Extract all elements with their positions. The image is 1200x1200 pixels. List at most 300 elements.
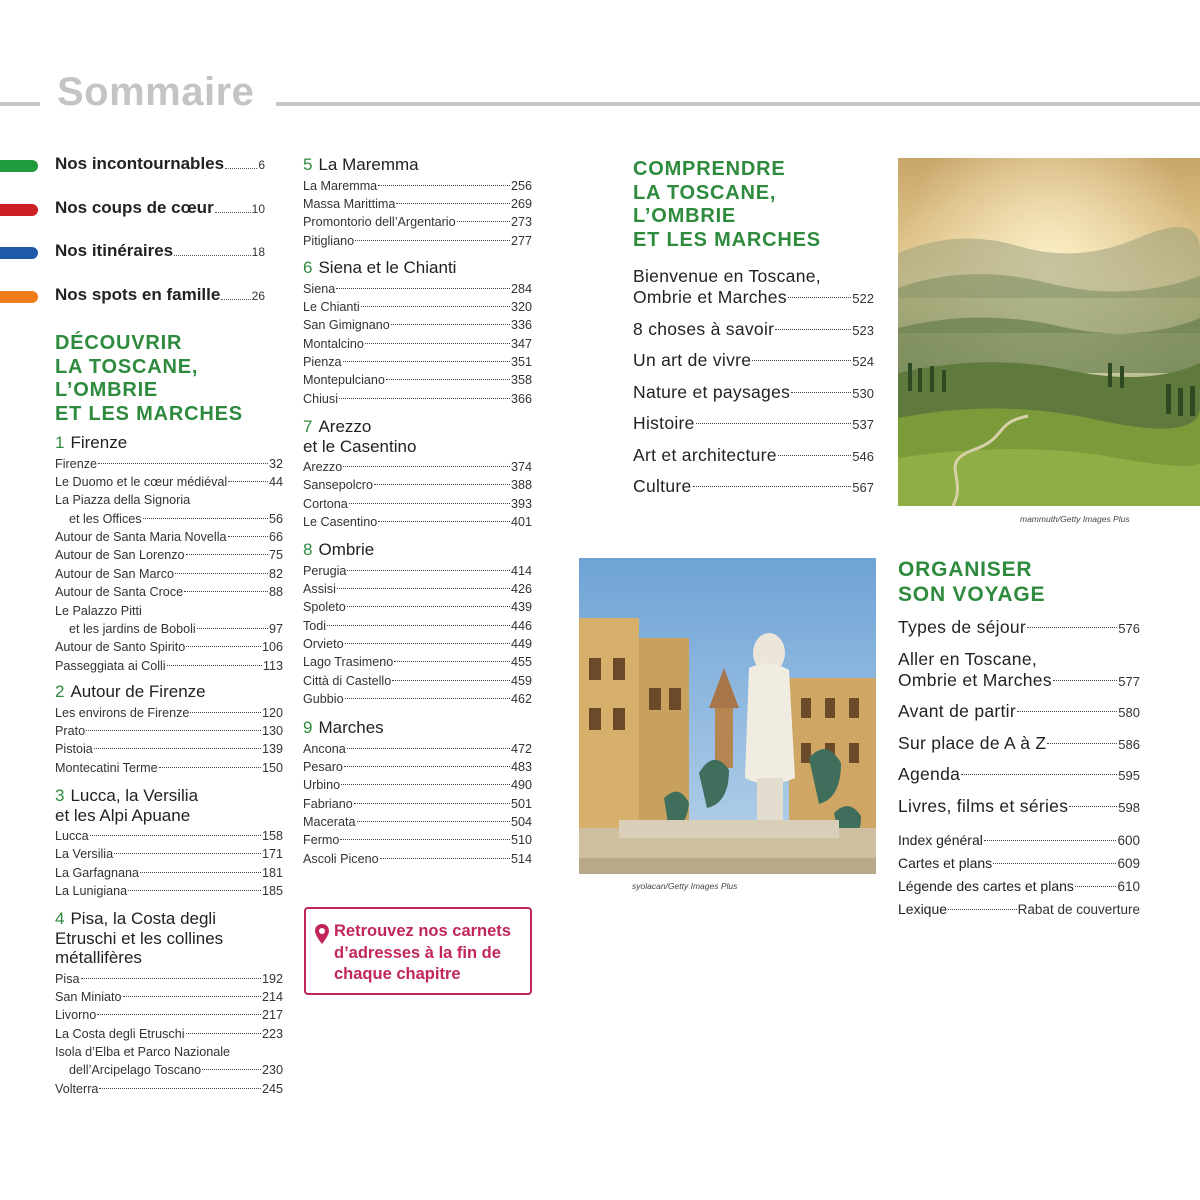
heading-line: ORGANISER: [898, 558, 1033, 581]
toc-entry[interactable]: [303, 672, 532, 690]
chapter-title-line: et les Alpi Apuane: [55, 805, 191, 825]
dot-leader: [378, 518, 510, 522]
toc-entry-label: Prato: [55, 723, 86, 738]
title-rule-right: [276, 102, 1200, 106]
color-tab-icon: [0, 204, 38, 216]
dot-leader: [391, 321, 510, 325]
dot-leader: [186, 643, 261, 647]
toc-entry-label: Ancona: [303, 741, 346, 756]
toc-entry[interactable]: [303, 371, 532, 389]
page-number: 546: [852, 448, 874, 464]
toc-entry[interactable]: [55, 455, 283, 473]
toc-entry-label: Histoire: [633, 413, 695, 433]
chapter-title-line: Siena et le Chianti: [318, 258, 457, 277]
dot-leader: [186, 1030, 261, 1034]
page-number: 192: [261, 971, 283, 986]
toc-entry-label: Assisi: [303, 581, 336, 596]
page-number: 10: [251, 202, 265, 216]
page-number: 336: [510, 318, 532, 333]
toc-entry[interactable]: [303, 177, 532, 195]
page-number: 388: [510, 478, 532, 493]
toc-entry[interactable]: [303, 280, 532, 298]
chapter-number: 8: [303, 540, 313, 559]
page-number: 56: [268, 511, 283, 526]
toc-entry[interactable]: [55, 546, 283, 564]
toc-entry-label: Perugia: [303, 563, 347, 578]
toc-entry-label: Città di Castello: [303, 673, 392, 688]
toc-entry-label: Spoleto: [303, 600, 346, 615]
page-number: 510: [510, 833, 532, 848]
page-number: Rabat de couverture: [1017, 902, 1140, 917]
chapter-title[interactable]: [303, 258, 532, 278]
page-number: 567: [852, 480, 874, 495]
dot-leader: [361, 303, 510, 307]
page-number: 273: [510, 215, 532, 230]
page-number: 459: [510, 673, 532, 688]
toc-entry[interactable]: [303, 758, 532, 776]
toc-entry[interactable]: [633, 476, 874, 497]
toc-entry-label: Autour de Santa Maria Novella: [55, 530, 227, 545]
page-number: 88: [268, 585, 283, 600]
dot-leader: [1017, 708, 1117, 712]
toc-entry[interactable]: [898, 733, 1140, 754]
chapter-title[interactable]: [55, 433, 283, 453]
page-number: 113: [262, 658, 283, 673]
toc-entry-label: Gubbio: [303, 692, 344, 707]
fountain-photo-credit: syolacan/Getty Images Plus: [632, 881, 738, 891]
toc-entry-label: Ombrie et Marches: [633, 287, 787, 307]
toc-entry-label: Autour de Santo Spirito: [55, 640, 186, 655]
toc-entry[interactable]: [55, 1025, 283, 1043]
toc-entry[interactable]: [55, 759, 283, 777]
dot-leader: [99, 1085, 261, 1089]
page-number: 449: [510, 637, 532, 652]
toc-entry[interactable]: [303, 795, 532, 813]
comprendre-list: [633, 266, 874, 508]
toc-entry[interactable]: [303, 653, 532, 671]
toc-entry[interactable]: [303, 495, 532, 513]
toc-entry[interactable]: [633, 445, 874, 466]
page-number: 600: [1117, 833, 1140, 848]
page-number: 6: [258, 158, 265, 172]
highlight-item[interactable]: [0, 285, 265, 309]
toc-entry[interactable]: [633, 319, 874, 340]
toc-entry[interactable]: [55, 970, 283, 988]
chapter-title[interactable]: [55, 682, 283, 702]
toc-entry-label: Volterra: [55, 1081, 99, 1096]
dot-leader: [1075, 883, 1117, 887]
page-number: 490: [510, 778, 532, 793]
page-number: 501: [510, 796, 532, 811]
color-tab-icon: [0, 291, 38, 303]
toc-entry-label: Art et architecture: [633, 444, 777, 465]
toc-entry-label: Chiusi: [303, 391, 338, 406]
chapter-number: 2: [55, 682, 65, 701]
toc-entry[interactable]: [55, 528, 283, 546]
toc-entry-label: Le Chianti: [303, 299, 360, 314]
toc-entry[interactable]: [303, 776, 532, 794]
page-number: 150: [261, 760, 283, 775]
page-number: 598: [1118, 799, 1140, 815]
dot-leader: [202, 1066, 261, 1070]
toc-entry-label: Culture: [633, 476, 692, 496]
toc-entry[interactable]: [303, 390, 532, 408]
page-number: 595: [1118, 768, 1140, 783]
page-number: 320: [510, 299, 532, 314]
toc-entry[interactable]: [303, 580, 532, 598]
title-rule-left: [0, 102, 40, 106]
page-number: 426: [510, 581, 532, 596]
toc-entry[interactable]: [55, 722, 283, 740]
page-number: 537: [852, 417, 874, 432]
dot-leader: [347, 745, 510, 749]
highlight-label: Nos incontournables: [55, 154, 225, 173]
toc-entry[interactable]: [55, 988, 283, 1006]
toc-entry-label: et les Offices: [69, 511, 142, 526]
dot-leader: [365, 340, 510, 344]
highlight-label: Nos coups de cœur: [55, 198, 214, 217]
toc-entry-first-line: Bienvenue en Toscane,: [633, 266, 821, 286]
dot-leader: [374, 481, 510, 485]
dot-leader: [392, 677, 510, 681]
toc-entry[interactable]: [633, 266, 874, 308]
toc-entry[interactable]: [303, 213, 532, 231]
dot-leader: [349, 500, 510, 504]
toc-entry[interactable]: [303, 740, 532, 758]
dot-leader: [90, 832, 261, 836]
dot-leader: [778, 452, 851, 456]
dot-leader: [343, 358, 510, 362]
dot-leader: [1069, 803, 1117, 807]
page-number: 374: [510, 460, 532, 474]
dot-leader: [337, 585, 510, 589]
dot-leader: [378, 182, 510, 186]
toc-entry[interactable]: [303, 298, 532, 316]
dot-leader: [386, 376, 510, 380]
toc-entry-first-line: La Piazza della Signoria: [55, 493, 191, 508]
toc-entry-label: Cartes et plans: [898, 855, 993, 871]
page-number: 18: [251, 245, 265, 259]
chapter-title[interactable]: [303, 417, 532, 456]
toc-entry[interactable]: [55, 1043, 283, 1080]
page-number: 217: [261, 1008, 283, 1023]
landscape-photo-credit: mammuth/Getty Images Plus: [1020, 514, 1130, 524]
highlight-item[interactable]: [0, 198, 265, 222]
toc-entry[interactable]: [303, 813, 532, 831]
toc-entry-label: Fabriano: [303, 796, 353, 811]
chapter-title[interactable]: [55, 786, 283, 825]
toc-entry-label: Pistoia: [55, 742, 93, 757]
location-pin-icon: [314, 923, 330, 950]
toc-entry-first-line: Le Palazzo Pitti: [55, 603, 142, 618]
toc-entry[interactable]: [55, 602, 283, 639]
chapter-title-line: Marches: [318, 718, 384, 737]
page-number: 586: [1118, 736, 1140, 752]
page-number: 577: [1118, 673, 1140, 689]
toc-entry[interactable]: [303, 195, 532, 213]
toc-entry[interactable]: [55, 638, 283, 656]
toc-entry[interactable]: [55, 491, 283, 528]
chapter-title-line: Firenze: [70, 433, 128, 452]
chapter-number: 7: [303, 417, 313, 436]
heading-line: LA TOSCANE,: [55, 355, 199, 378]
toc-entry[interactable]: [898, 649, 1140, 691]
page-number: 522: [852, 291, 874, 306]
toc-entry[interactable]: [303, 562, 532, 580]
toc-entry-label: Avant de partir: [898, 701, 1016, 721]
chapter-title-line: Lucca, la Versilia: [70, 786, 199, 805]
page-number: 580: [1118, 705, 1140, 720]
dot-leader: [159, 764, 261, 768]
dot-leader: [336, 285, 510, 289]
dot-leader: [225, 165, 257, 169]
heading-line: ET LES MARCHES: [633, 228, 821, 251]
toc-entry-label: Légende des cartes et plans: [898, 878, 1074, 894]
heading-line: LA TOSCANE,: [633, 181, 777, 204]
page-number: 523: [852, 322, 874, 338]
toc-entry[interactable]: [898, 829, 1140, 852]
chapter-title-line: La Maremma: [318, 155, 419, 174]
toc-entry-label: Orvieto: [303, 637, 344, 652]
toc-entry-label: Macerata: [303, 815, 356, 830]
toc-entry-label: Lexique: [898, 901, 948, 917]
dot-leader: [128, 887, 261, 891]
dot-leader: [94, 745, 261, 749]
chapter-number: 9: [303, 718, 313, 737]
toc-entry[interactable]: [898, 764, 1140, 785]
page-number: 462: [510, 692, 532, 707]
toc-entry[interactable]: [633, 350, 874, 371]
toc-entry[interactable]: [898, 617, 1140, 638]
page-number: 106: [261, 640, 283, 655]
dot-leader: [140, 869, 261, 873]
dot-leader: [380, 855, 510, 859]
highlight-item[interactable]: [0, 241, 265, 265]
chapter-number: 3: [55, 786, 65, 805]
toc-entry[interactable]: [55, 473, 283, 491]
color-tab-icon: [0, 160, 38, 172]
dot-leader: [228, 478, 268, 482]
chapter-6: [303, 258, 532, 408]
chapter-9: [303, 718, 532, 868]
page-number: 439: [510, 600, 532, 615]
toc-entry[interactable]: [55, 1006, 283, 1024]
page-number: 284: [510, 281, 532, 296]
dot-leader: [344, 763, 510, 767]
toc-entry-label: 8 choses à savoir: [633, 318, 775, 339]
dot-leader: [396, 200, 510, 204]
toc-entry-label: Pitigliano: [303, 233, 355, 248]
toc-entry[interactable]: [898, 875, 1140, 898]
page-number: 158: [261, 829, 283, 843]
toc-entry[interactable]: [303, 690, 532, 708]
organiser-small-list: [898, 829, 1140, 921]
dot-leader: [345, 640, 510, 644]
toc-entry[interactable]: [898, 701, 1140, 722]
dot-leader: [340, 836, 510, 840]
dot-leader: [948, 906, 1017, 910]
dot-leader: [343, 463, 510, 467]
toc-entry[interactable]: [55, 882, 283, 900]
toc-entry-label: Pienza: [303, 355, 342, 370]
chapter-title[interactable]: [303, 155, 532, 175]
toc-entry-label: Autour de San Marco: [55, 566, 175, 581]
dot-leader: [339, 395, 510, 399]
dot-leader: [221, 296, 250, 300]
page-number: 609: [1117, 856, 1140, 871]
dot-leader: [190, 709, 261, 713]
toc-entry-label: Les environs de Firenze: [55, 705, 190, 720]
dot-leader: [752, 357, 851, 361]
toc-entry-label: Ombrie et Marches: [898, 669, 1052, 690]
toc-entry[interactable]: [633, 413, 874, 434]
dot-leader: [228, 533, 268, 537]
toc-entry-first-line: Isola d’Elba et Parco Nazionale: [55, 1045, 231, 1060]
toc-entry-label: Passeggiata ai Colli: [55, 658, 166, 673]
page-number: 26: [251, 289, 265, 303]
toc-entry[interactable]: [55, 565, 283, 583]
page-number: 120: [261, 705, 283, 720]
page-number: 75: [268, 548, 283, 563]
toc-entry-label: Fermo: [303, 833, 340, 848]
chapter-3: [55, 786, 283, 901]
toc-entry[interactable]: [303, 831, 532, 849]
highlight-item[interactable]: [0, 154, 265, 178]
callout-text: Retrouvez nos carnets d’adresses à la fin de chaque chapitre: [334, 922, 511, 983]
dot-leader: [354, 800, 510, 804]
toc-entry-label: La Maremma: [303, 178, 378, 193]
page-number: 358: [510, 373, 532, 388]
toc-entry[interactable]: [55, 864, 283, 882]
dot-leader: [98, 460, 268, 464]
dot-leader: [175, 570, 268, 574]
chapter-2: [55, 682, 283, 777]
dot-leader: [123, 993, 261, 997]
heading-line: ET LES MARCHES: [55, 402, 243, 425]
toc-entry[interactable]: [303, 232, 532, 250]
page-number: 610: [1117, 879, 1140, 894]
dot-leader: [984, 837, 1117, 841]
toc-entry-label: Livorno: [55, 1008, 97, 1023]
toc-entry[interactable]: [303, 617, 532, 635]
section-heading-comprendre: [633, 158, 821, 252]
chapter-title[interactable]: [303, 718, 532, 738]
dot-leader: [1027, 624, 1117, 628]
toc-entry-label: Sur place de A à Z: [898, 732, 1047, 753]
chapter-title[interactable]: [55, 909, 283, 968]
dot-leader: [186, 551, 268, 555]
chapter-title-line: et le Casentino: [303, 436, 417, 456]
toc-entry[interactable]: [303, 316, 532, 334]
toc-entry-label: La Costa degli Etruschi: [55, 1026, 185, 1041]
page-number: 139: [261, 742, 283, 757]
page-number: 366: [510, 391, 532, 406]
color-tab-icon: [0, 247, 38, 259]
chapter-title[interactable]: [303, 540, 532, 560]
chapter-title-line: métallifères: [55, 948, 142, 967]
dot-leader: [81, 975, 261, 979]
toc-entry-label: Autour de Santa Croce: [55, 585, 184, 600]
heading-line: SON VOYAGE: [898, 583, 1046, 606]
toc-entry[interactable]: [55, 827, 283, 845]
toc-entry-label: Autour de San Lorenzo: [55, 548, 185, 563]
page-number: 351: [510, 355, 532, 370]
toc-entry-label: Ascoli Piceno: [303, 851, 379, 866]
toc-entry[interactable]: [55, 583, 283, 601]
dot-leader: [347, 603, 510, 607]
dot-leader: [143, 515, 268, 519]
dot-leader: [394, 658, 510, 662]
page-number: 82: [268, 566, 283, 581]
heading-line: DÉCOUVRIR: [55, 332, 183, 354]
toc-entry[interactable]: [898, 898, 1140, 921]
toc-entry[interactable]: [633, 382, 874, 403]
page-number: 530: [852, 385, 874, 401]
toc-entry-label: La Garfagnana: [55, 865, 140, 880]
page-number: 256: [510, 178, 532, 193]
section-heading-decouvrir: [55, 332, 243, 426]
toc-entry[interactable]: [303, 458, 532, 476]
organiser-list: [898, 617, 1140, 827]
page-number: 414: [510, 563, 532, 578]
toc-entry-label: Montecatini Terme: [55, 760, 158, 775]
toc-entry[interactable]: [303, 598, 532, 616]
toc-entry-label: Index général: [898, 832, 983, 848]
chapter-title-line: Autour de Firenze: [70, 682, 206, 701]
highlight-label: Nos itinéraires: [55, 241, 174, 260]
toc-entry-first-line: Aller en Toscane,: [898, 648, 1038, 669]
toc-entry-label: Urbino: [303, 778, 341, 793]
toc-entry-label: Todi: [303, 618, 327, 633]
page-number: 171: [261, 847, 283, 862]
dot-leader: [693, 483, 852, 487]
toc-entry-label: Promontorio dell’Argentario: [303, 215, 456, 230]
page-number: 472: [510, 741, 532, 756]
page-number: 269: [510, 196, 532, 211]
chapter-number: 6: [303, 258, 313, 277]
heading-line: COMPRENDRE: [633, 158, 786, 180]
page-number: 483: [510, 759, 532, 774]
toc-entry[interactable]: [303, 476, 532, 494]
toc-entry-label: Firenze: [55, 456, 97, 471]
toc-entry[interactable]: [55, 1080, 283, 1098]
toc-entry[interactable]: [55, 740, 283, 758]
toc-entry[interactable]: [55, 845, 283, 863]
toc-entry[interactable]: [55, 704, 283, 722]
toc-entry[interactable]: [303, 513, 532, 531]
dot-leader: [114, 850, 261, 854]
toc-entry[interactable]: [303, 635, 532, 653]
toc-entry[interactable]: [898, 852, 1140, 875]
toc-entry[interactable]: [303, 850, 532, 868]
toc-entry[interactable]: [303, 353, 532, 371]
neptune-fountain-photo: [579, 558, 876, 874]
chapter-5: [303, 155, 532, 250]
page-number: 245: [261, 1081, 283, 1096]
dot-leader: [347, 567, 510, 571]
toc-entry-label: Montalcino: [303, 336, 364, 351]
toc-entry-label: Le Casentino: [303, 515, 378, 530]
chapter-4: [55, 909, 283, 1098]
chapter-title-line: Etruschi et les collines: [55, 928, 224, 948]
chapter-title-line: Ombrie: [318, 540, 375, 559]
toc-entry[interactable]: [303, 335, 532, 353]
toc-entry[interactable]: [55, 657, 283, 675]
page-number: 401: [510, 515, 532, 530]
chapter-title-line: Arezzo: [318, 417, 372, 436]
toc-entry[interactable]: [898, 796, 1140, 817]
page-number: 185: [261, 884, 283, 899]
